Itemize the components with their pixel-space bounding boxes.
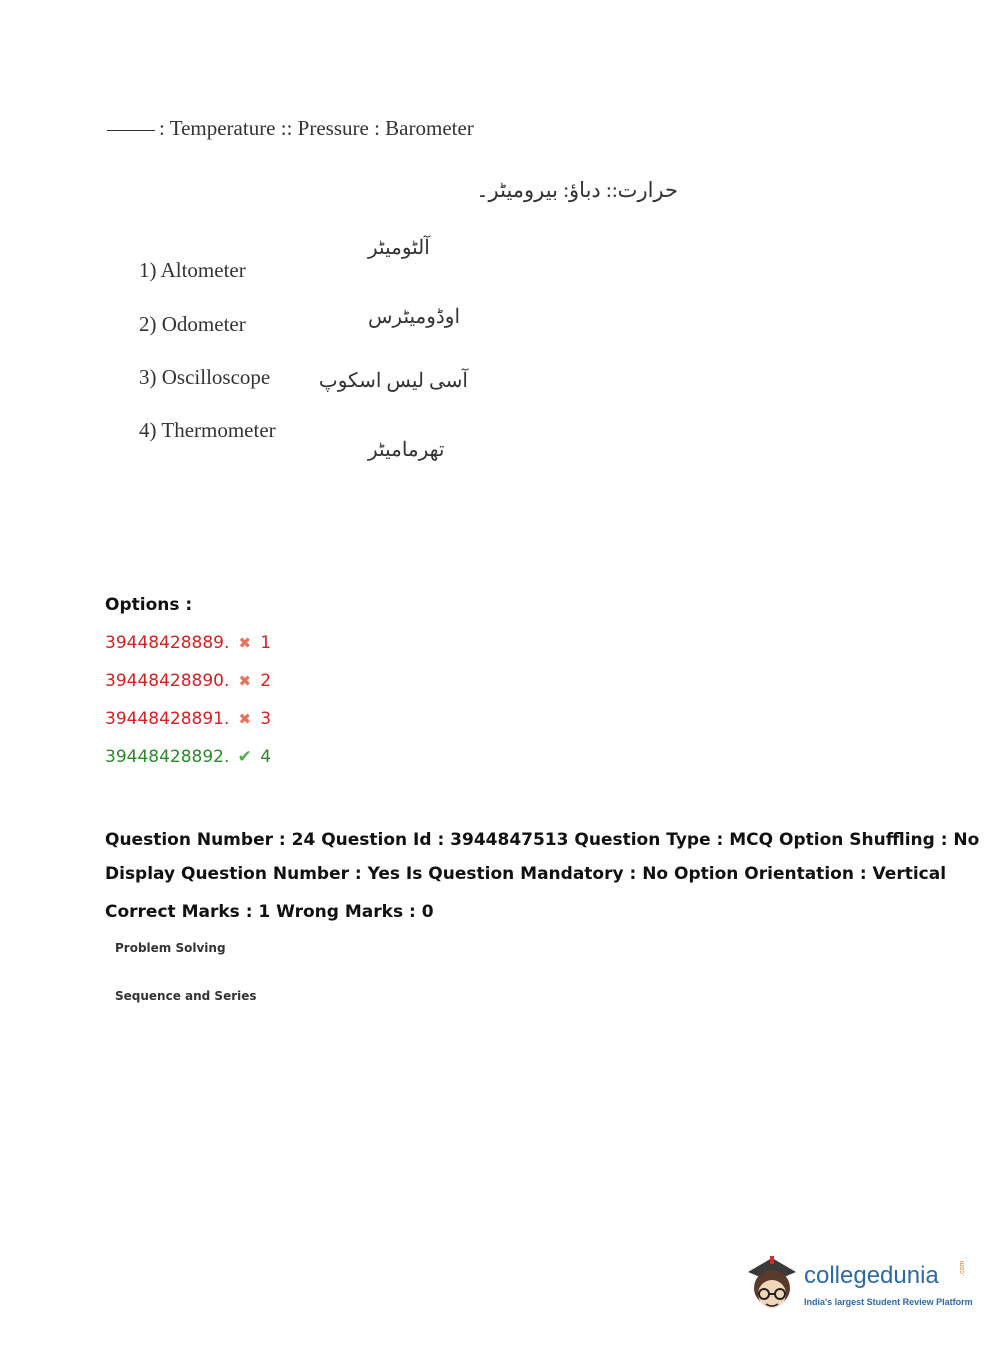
subtopic-tag: Sequence and Series <box>115 989 257 1003</box>
question-meta-line: Display Question Number : Yes Is Question Mandatory : No Option Orientation : Vertical <box>105 864 947 884</box>
choice-4-urdu: تھرمامیٹر <box>368 439 445 461</box>
collegedunia-logo-mascot <box>740 1250 804 1320</box>
logo-com-suffix: .com <box>959 1260 966 1276</box>
question-text: : Temperature :: Pressure : Barometer <box>159 116 474 140</box>
option-id: 39448428890. <box>105 671 230 691</box>
cross-icon: ✖ <box>238 710 252 728</box>
topic-tag: Problem Solving <box>115 941 226 955</box>
collegedunia-logo-text: collegedunia <box>804 1262 939 1289</box>
option-row <box>105 747 271 767</box>
options-heading: Options : <box>105 595 193 615</box>
marks-line: Correct Marks : 1 Wrong Marks : 0 <box>105 902 434 922</box>
question-urdu-text: حرارت:: دباؤ: بیرومیٹر۔ <box>476 178 678 202</box>
answer-blank <box>107 130 155 131</box>
choice-4-label: 4) Thermometer <box>139 418 276 442</box>
cross-icon: ✖ <box>238 672 252 690</box>
question-line <box>107 116 474 141</box>
option-id: 39448428892. <box>105 747 230 767</box>
option-row <box>105 633 271 653</box>
option-value: 4 <box>260 747 272 767</box>
option-row <box>105 709 271 729</box>
cross-icon: ✖ <box>238 634 252 652</box>
option-value: 1 <box>260 633 272 653</box>
question-meta-line: Question Number : 24 Question Id : 3944847513 Question Type : MCQ Option Shuffling : No <box>105 830 980 850</box>
choice-1-urdu: آلٹومیٹر <box>368 237 430 259</box>
choice-2-label: 2) Odometer <box>139 312 246 336</box>
check-icon: ✔ <box>237 747 252 767</box>
option-id: 39448428889. <box>105 633 230 653</box>
choice-1-label: 1) Altometer <box>139 258 246 282</box>
logo-tagline: India's largest Student Review Platform <box>804 1297 973 1307</box>
choice-3-urdu: آسی لیس اسکوپ <box>318 370 468 392</box>
option-value: 3 <box>260 709 272 729</box>
option-value: 2 <box>260 671 272 691</box>
choice-3-label: 3) Oscilloscope <box>139 365 271 389</box>
option-row <box>105 671 271 691</box>
choice-2-urdu: اوڈومیٹرس <box>368 306 461 328</box>
option-id: 39448428891. <box>105 709 230 729</box>
